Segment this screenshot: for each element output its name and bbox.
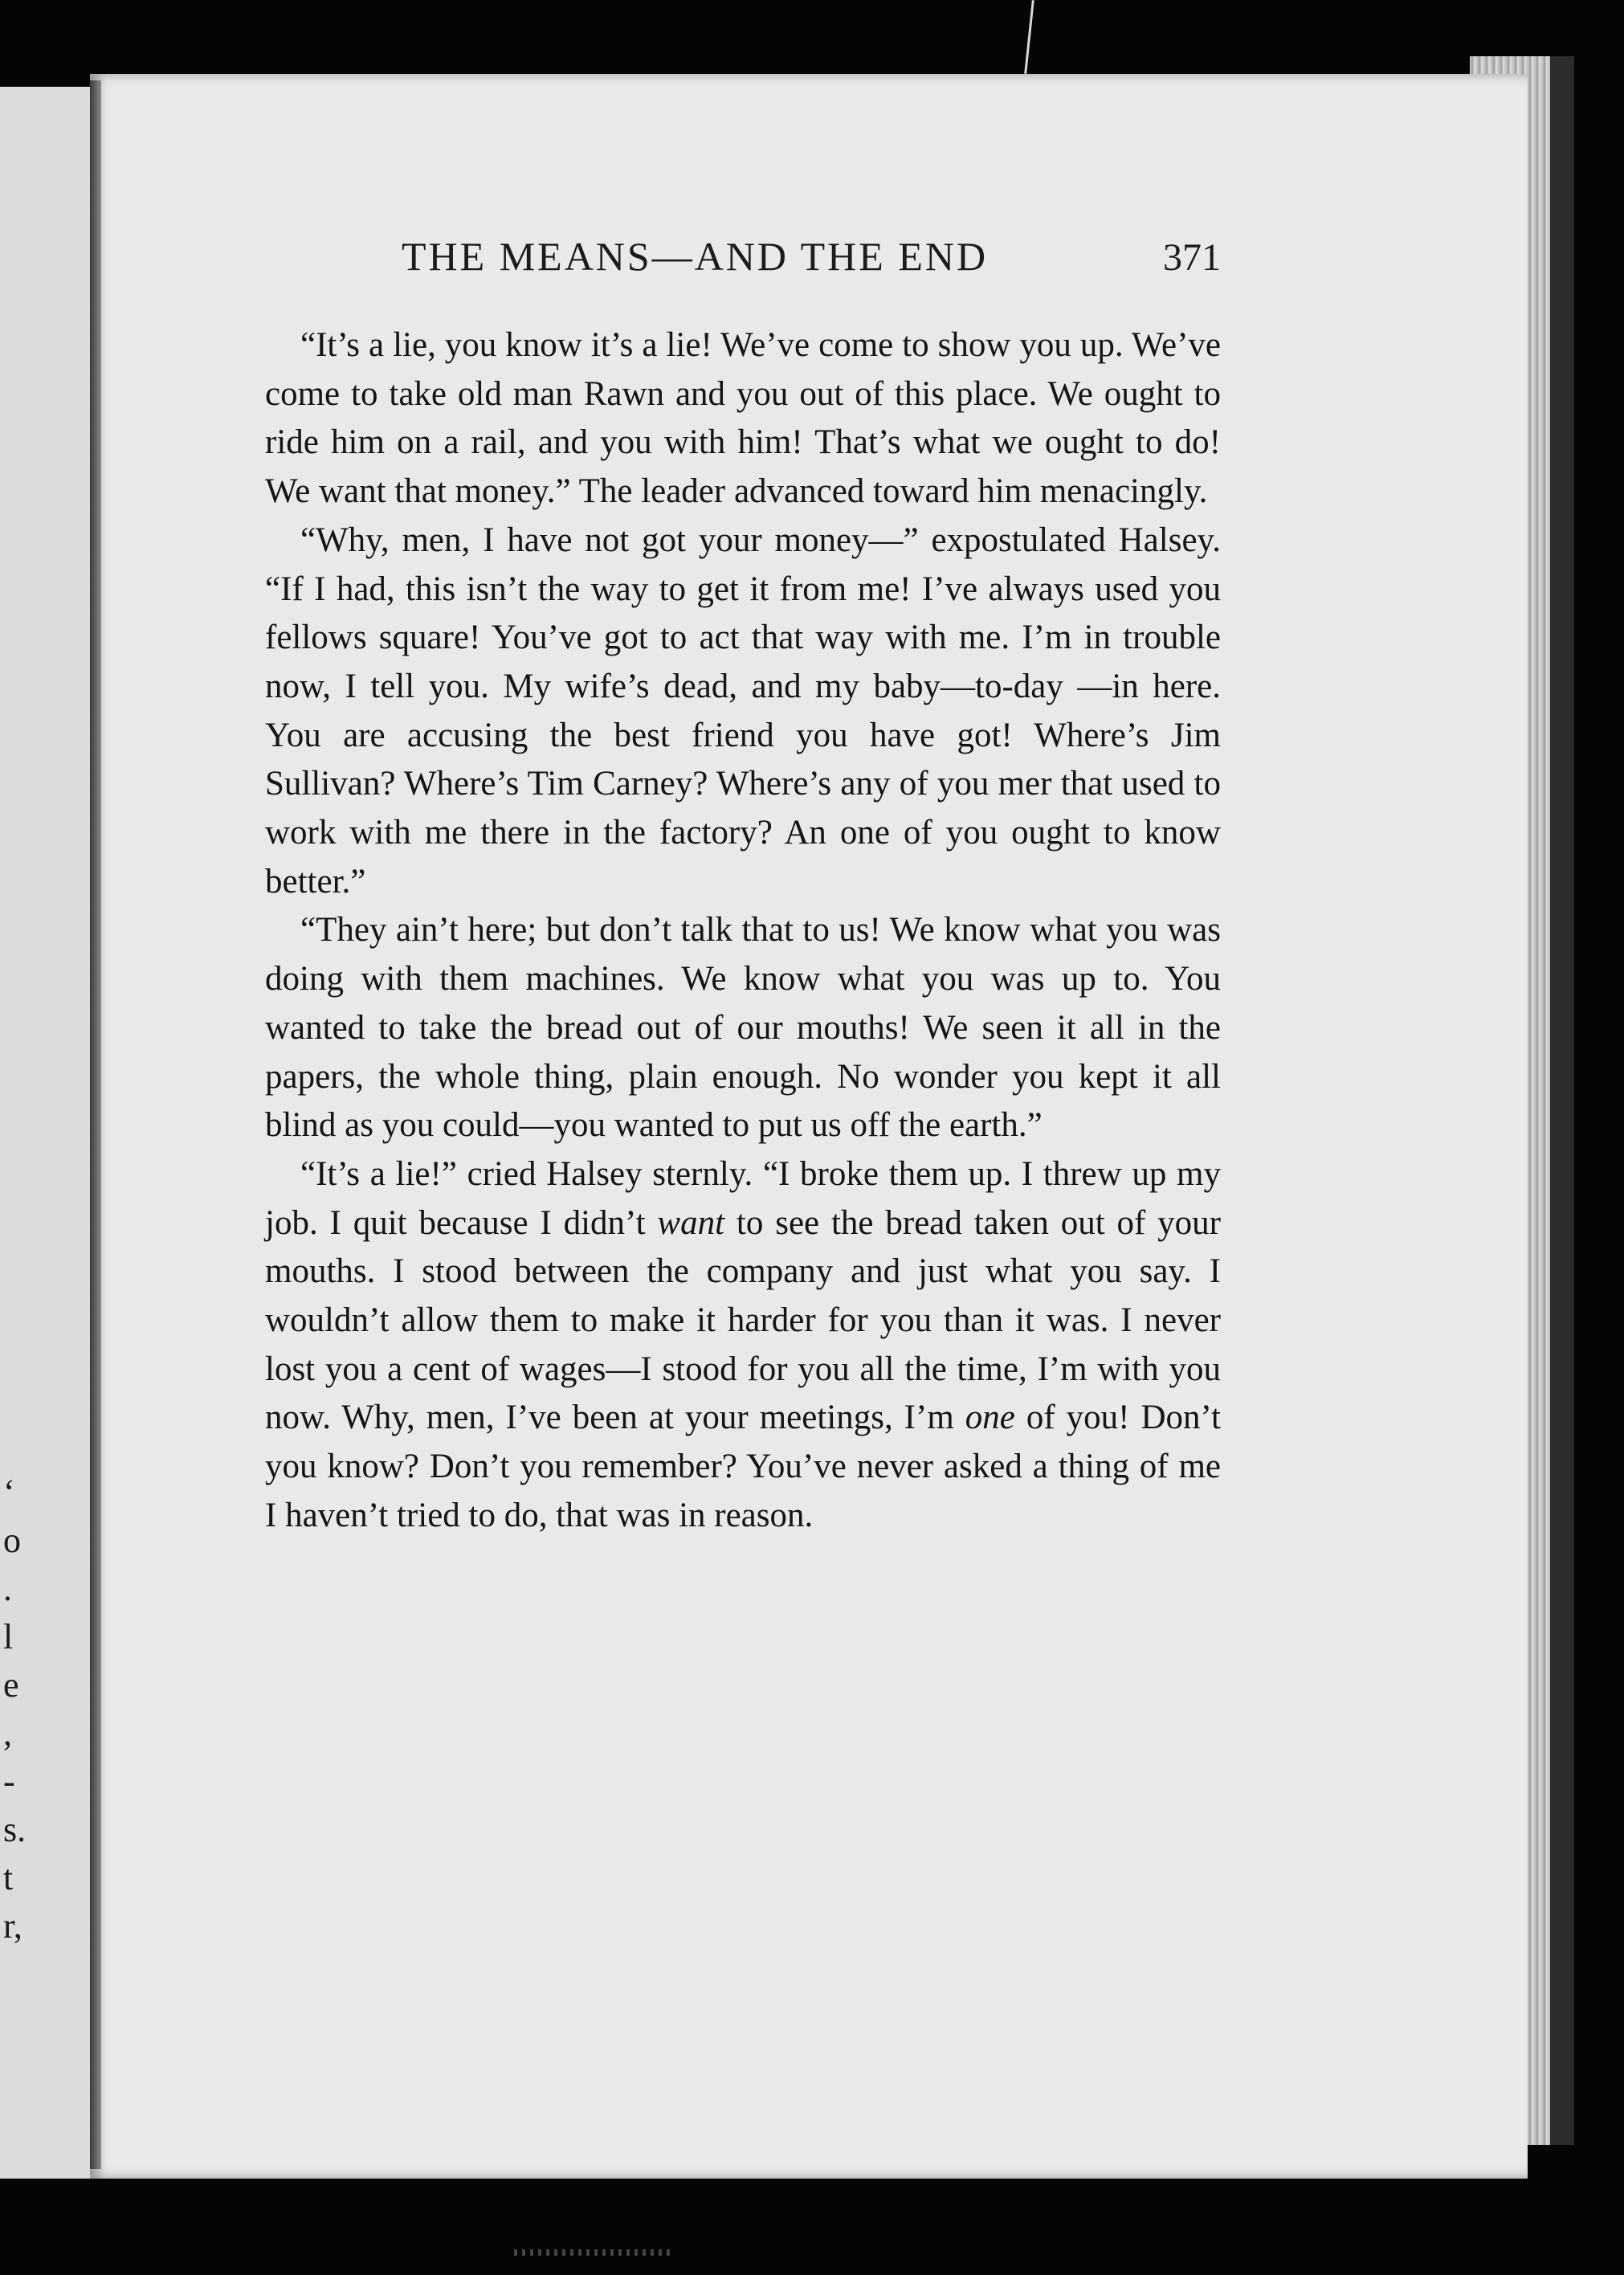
binding-shadow	[90, 80, 101, 2169]
paragraph	[265, 906, 1221, 1150]
page-edge-shadow	[1550, 56, 1574, 2145]
fragment: t	[3, 1858, 14, 1897]
paragraph	[265, 517, 1221, 907]
running-head	[402, 233, 1221, 280]
page-number: 371	[1163, 236, 1221, 279]
fragment: s.	[3, 1810, 27, 1849]
paragraph-text: “It’s a lie!” cried Halsey sternly. “I broke them up. I threw up my job. I quit because I didn’t	[265, 1154, 1221, 1242]
paragraph	[265, 1150, 1221, 1541]
body-text	[265, 321, 1221, 1541]
fragment: l	[3, 1617, 14, 1656]
paragraph	[265, 321, 1221, 517]
paragraph-text: “It’s a lie, you know it’s a lie! We’ve come to show you up. We’ve come to take old man Rawn and you out of this place. We ought to ride him on a rail, and you with him! That’s what we ought to do! We want that money.” The leader advanced toward him menacingly.	[265, 326, 1221, 511]
running-title: THE MEANS—AND THE END	[402, 234, 989, 279]
fragment: r,	[3, 1906, 22, 1946]
paragraph-text: to see the bread taken out of your mouths. I stood between the company and just what you say. I wouldn’t allow them to make it harder for you than it was. I never lost you a cent of wages—I stood for you all the time, I’m with you now. Why, men, I’ve been at your meetings, I’m	[265, 1203, 1221, 1437]
italic-emphasis: one	[965, 1399, 1015, 1437]
fragment: .	[3, 1569, 12, 1608]
fragment: o	[3, 1521, 21, 1560]
paragraph-text: “They ain’t here; but don’t talk that to us! We know what you was doing with them machines. We know what you was up to. You wanted to take the bread out of our mouths! We seen it all in the papers, the whole thing, plain enough. No wonder you kept it all blind as you could—you wanted to put us off the earth.”	[265, 911, 1221, 1145]
fragment: ,	[3, 1713, 12, 1753]
scan-specks	[514, 2249, 675, 2256]
fragment: ‘	[3, 1472, 15, 1512]
fragment: -	[3, 1762, 15, 1801]
italic-emphasis: want	[657, 1203, 725, 1242]
paragraph-text: “Why, men, I have not got your money—” expostulated Halsey. “If I had, this isn’t the way to get it from me! I’ve always used you fellows square! You’ve got to act that way with me. I’m in trouble now, I tell you. My wife’s dead, and my baby—to-day —in here. You are accusing the best friend you have got! Where’s Jim Sullivan? Where’s Tim Carney? Where’s any of you mer that used to work with me there in the factory? An one of you ought to know better.”	[265, 521, 1221, 901]
top-edge-mark	[1024, 0, 1034, 74]
fragment: e	[3, 1665, 19, 1705]
facing-page-fragments	[0, 1468, 32, 1950]
paragraph-text: of you! Don’t you know? Don’t you remember? You’ve never asked a thing of me I haven’t tried to do, that was in reason.	[265, 1399, 1221, 1534]
